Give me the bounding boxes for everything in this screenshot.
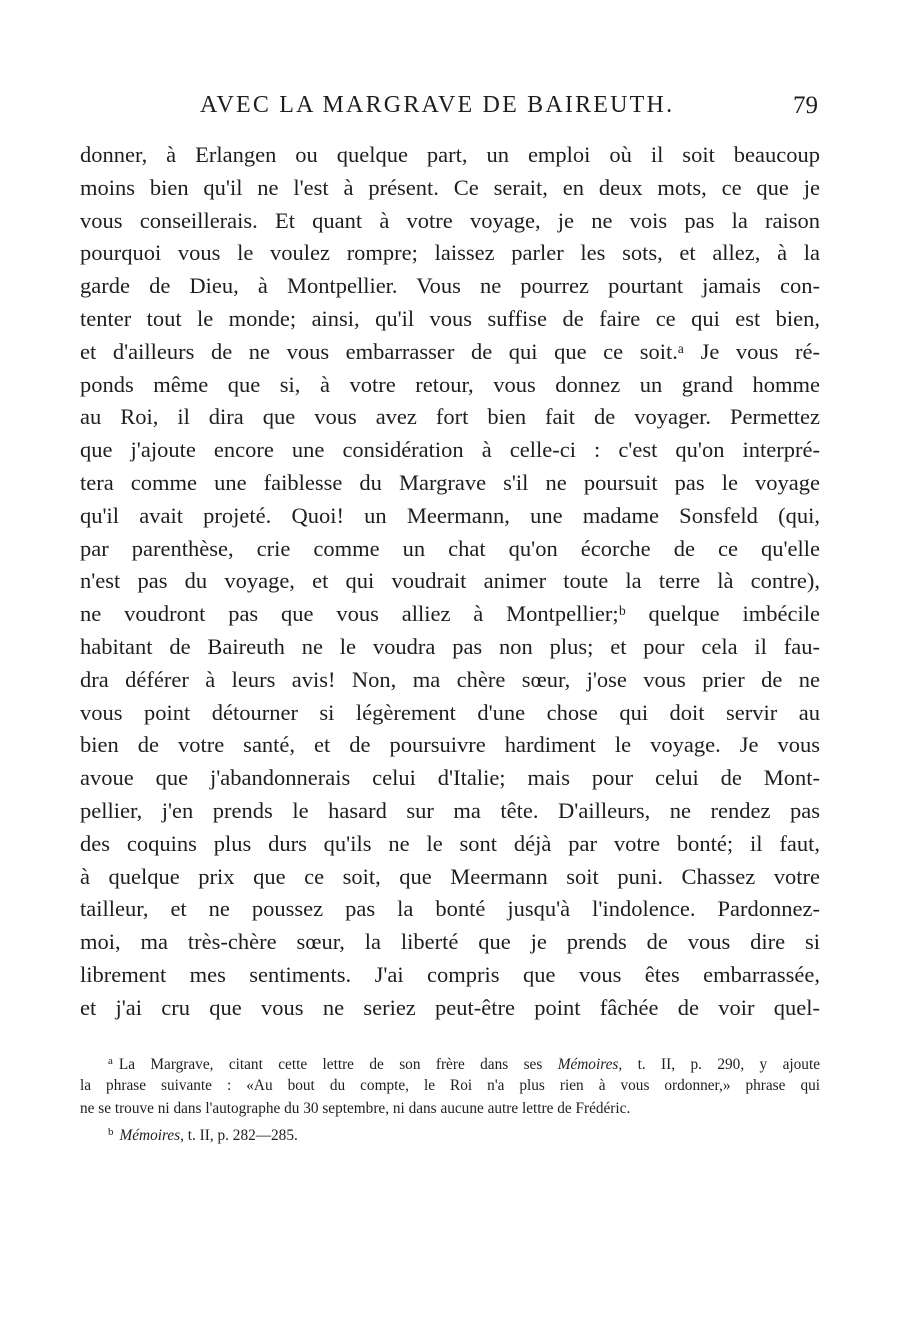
body-line: pourquoi vous le voulez rompre; laissez parler les sots, et allez, à la <box>80 240 820 266</box>
body-line: et d'ailleurs de ne vous embarrasser de qui que ce soit.ᵃ Je vous ré- <box>80 338 820 364</box>
body-line: au Roi, il dira que vous avez fort bien fait de voyager. Permettez <box>80 404 820 430</box>
running-head <box>80 92 820 126</box>
body-line: moins bien qu'il ne l'est à présent. Ce serait, en deux mots, ce que je <box>80 174 820 200</box>
footnote-text: t. II, p. 290, y ajoute <box>622 1056 820 1073</box>
footnotes <box>80 1050 820 1144</box>
running-title: AVEC LA MARGRAVE DE BAIREUTH. <box>200 92 675 118</box>
page-number: 79 <box>793 92 818 119</box>
footnote-a-line: la phrase suivante : «Au bout du compte, le Roi n'a plus rien à vous ordonner,» phrase qui <box>80 1076 820 1094</box>
body-line: garde de Dieu, à Montpellier. Vous ne pourrez pourtant jamais con- <box>80 273 820 299</box>
footnote-b <box>80 1121 820 1145</box>
body-line: pellier, j'en prends le hasard sur ma tête. D'ailleurs, ne rendez pas <box>80 797 820 823</box>
body-line: qu'il avait projeté. Quoi! un Meermann, une madame Sonsfeld (qui, <box>80 502 820 528</box>
footnote-work-title: Mémoires, <box>119 1126 184 1144</box>
footnote-a-line: ne se trouve ni dans l'autographe du 30 septembre, ni dans aucune autre lettre de Frédéric. <box>80 1100 631 1117</box>
body-line: ponds même que si, à votre retour, vous donnez un grand homme <box>80 371 820 397</box>
footnote-text: La Margrave, citant cette lettre de son frère dans ses <box>118 1056 558 1073</box>
body-line: dra déférer à leurs avis! Non, ma chère sœur, j'ose vous prier de ne <box>80 666 820 692</box>
body-line: vous point détourner si légèrement d'une chose qui doit servir au <box>80 699 820 725</box>
body-line: tenter tout le monde; ainsi, qu'il vous suffise de faire ce qui est bien, <box>80 305 820 331</box>
body-line: tera comme une faiblesse du Margrave s'il ne poursuit pas le voyage <box>80 469 820 495</box>
body-line: que j'ajoute encore une considération à celle-ci : c'est qu'on interpré- <box>80 437 820 463</box>
body-line: donner, à Erlangen ou quelque part, un emploi où il soit beaucoup <box>80 142 820 167</box>
body-line: librement mes sentiments. J'ai compris que vous êtes embarrassée, <box>80 961 820 987</box>
body-line: par parenthèse, crie comme un chat qu'on écorche de ce qu'elle <box>80 535 820 561</box>
footnote-marker: b <box>108 1125 114 1138</box>
footnote-a <box>80 1050 820 1074</box>
body-line: à quelque prix que ce soit, que Meermann soit puni. Chassez votre <box>80 863 820 889</box>
body-line: moi, ma très-chère sœur, la liberté que je prends de vous dire si <box>80 929 820 955</box>
body-line: ne voudront pas que vous alliez à Montpellier;ᵇ quelque imbécile <box>80 601 820 627</box>
body-line: habitant de Baireuth ne le voudra pas non plus; et pour cela il fau- <box>80 633 820 659</box>
body-line: et j'ai cru que vous ne seriez peut-être point fâchée de voir quel- <box>80 994 820 1020</box>
body-line: bien de votre santé, et de poursuivre hardiment le voyage. Je vous <box>80 732 820 758</box>
body-line: vous conseillerais. Et quant à votre voyage, je ne vois pas la raison <box>80 207 820 233</box>
body-line: des coquins plus durs qu'ils ne le sont déjà par votre bonté; il faut, <box>80 830 820 856</box>
body-line: avoue que j'abandonnerais celui d'Italie; mais pour celui de Mont- <box>80 765 820 791</box>
footnote-text: t. II, p. 282—285. <box>183 1126 298 1144</box>
body-line: n'est pas du voyage, et qui voudrait animer toute la terre là contre), <box>80 568 820 594</box>
footnote-work-title: Mémoires, <box>557 1056 623 1073</box>
letter-body <box>80 139 820 1025</box>
body-line: tailleur, et ne poussez pas la bonté jusqu'à l'indolence. Pardonnez- <box>80 896 820 922</box>
footnote-marker: a <box>108 1055 113 1067</box>
